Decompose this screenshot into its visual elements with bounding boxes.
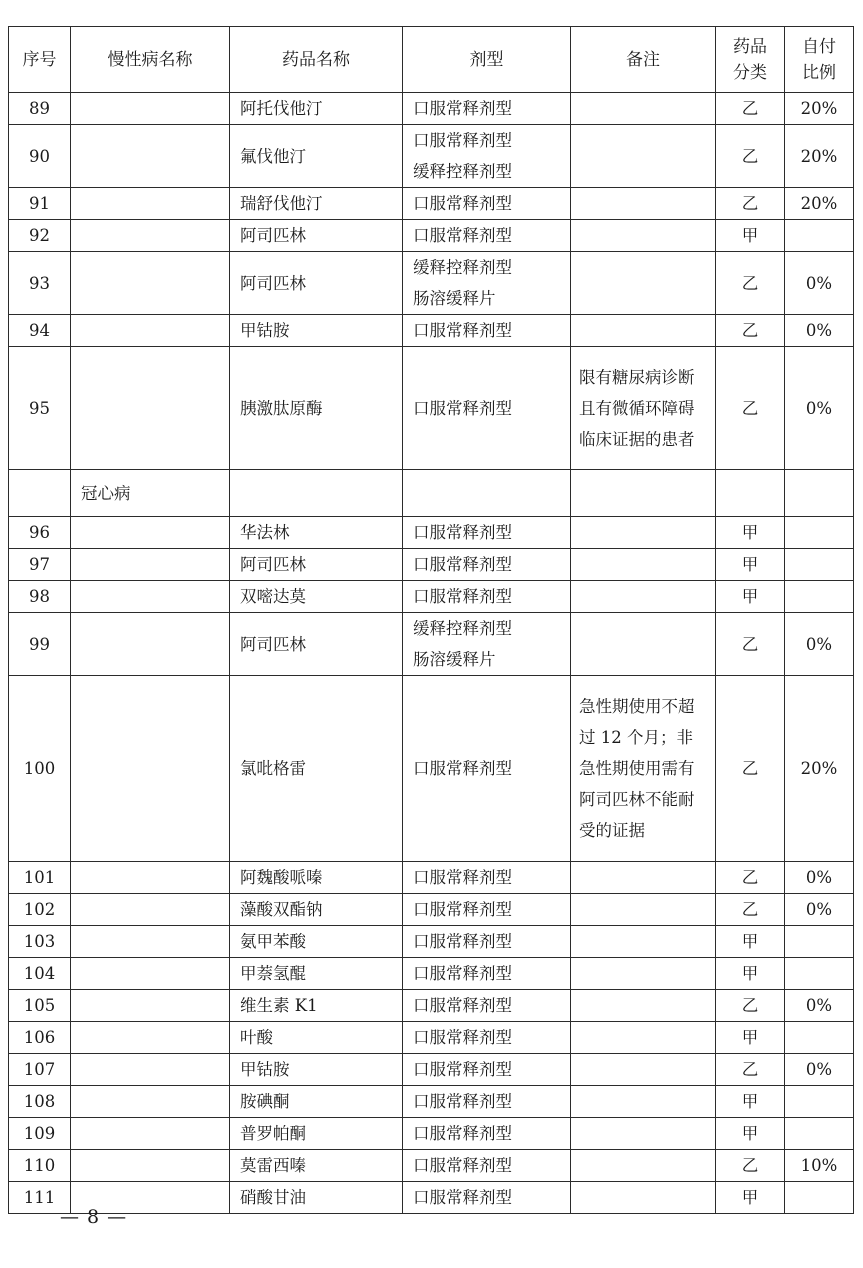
table-row bbox=[9, 958, 854, 990]
cell-category: 甲 bbox=[716, 1022, 785, 1054]
cell-note: 急性期使用不超过 12 个月；非急性期使用需有阿司匹林不能耐受的证据 bbox=[571, 676, 716, 862]
cell-seq: 92 bbox=[9, 220, 71, 252]
cell-disease bbox=[71, 894, 230, 926]
cell-note bbox=[571, 581, 716, 613]
cell-drug: 胰激肽原酶 bbox=[230, 347, 403, 470]
cell-disease bbox=[71, 1022, 230, 1054]
cell-ratio bbox=[785, 470, 854, 517]
cell-seq: 109 bbox=[9, 1118, 71, 1150]
cell-category: 乙 bbox=[716, 188, 785, 220]
cell-disease bbox=[71, 1054, 230, 1086]
cell-seq: 110 bbox=[9, 1150, 71, 1182]
cell-seq: 90 bbox=[9, 125, 71, 188]
cell-category: 乙 bbox=[716, 125, 785, 188]
cell-form: 口服常释剂型 bbox=[403, 1054, 571, 1086]
cell-note bbox=[571, 1118, 716, 1150]
cell-form: 口服常释剂型 bbox=[403, 676, 571, 862]
cell-ratio: 20% bbox=[785, 188, 854, 220]
cell-ratio bbox=[785, 958, 854, 990]
cell-form: 口服常释剂型 bbox=[403, 894, 571, 926]
cell-disease bbox=[71, 1086, 230, 1118]
cell-ratio bbox=[785, 1182, 854, 1214]
cell-category: 甲 bbox=[716, 958, 785, 990]
cell-note bbox=[571, 252, 716, 315]
table-row bbox=[9, 1150, 854, 1182]
cell-form: 口服常释剂型 bbox=[403, 1150, 571, 1182]
cell-ratio: 20% bbox=[785, 676, 854, 862]
table-row bbox=[9, 1182, 854, 1214]
cell-category: 甲 bbox=[716, 1118, 785, 1150]
cell-disease bbox=[71, 581, 230, 613]
cell-disease bbox=[71, 926, 230, 958]
cell-category: 甲 bbox=[716, 926, 785, 958]
cell-disease bbox=[71, 220, 230, 252]
cell-disease bbox=[71, 93, 230, 125]
cell-category: 乙 bbox=[716, 894, 785, 926]
cell-form: 口服常释剂型 bbox=[403, 958, 571, 990]
cell-disease bbox=[71, 188, 230, 220]
cell-form: 缓释控释剂型 肠溶缓释片 bbox=[403, 252, 571, 315]
cell-disease bbox=[71, 613, 230, 676]
cell-ratio: 0% bbox=[785, 862, 854, 894]
cell-disease bbox=[71, 252, 230, 315]
table-row bbox=[9, 1054, 854, 1086]
cell-note bbox=[571, 958, 716, 990]
table-row bbox=[9, 990, 854, 1022]
cell-form: 口服常释剂型 缓释控释剂型 bbox=[403, 125, 571, 188]
cell-drug: 阿托伐他汀 bbox=[230, 93, 403, 125]
cell-form: 口服常释剂型 bbox=[403, 1022, 571, 1054]
cell-disease bbox=[71, 1150, 230, 1182]
cell-seq: 103 bbox=[9, 926, 71, 958]
cell-seq: 100 bbox=[9, 676, 71, 862]
cell-ratio bbox=[785, 1118, 854, 1150]
cell-disease bbox=[71, 125, 230, 188]
cell-note bbox=[571, 1054, 716, 1086]
cell-ratio bbox=[785, 1022, 854, 1054]
cell-category: 乙 bbox=[716, 347, 785, 470]
header-disease: 慢性病名称 bbox=[71, 27, 230, 93]
cell-form: 口服常释剂型 bbox=[403, 581, 571, 613]
table-row bbox=[9, 894, 854, 926]
table-row bbox=[9, 315, 854, 347]
cell-drug: 普罗帕酮 bbox=[230, 1118, 403, 1150]
cell-ratio bbox=[785, 517, 854, 549]
cell-category: 乙 bbox=[716, 613, 785, 676]
table-row bbox=[9, 549, 854, 581]
cell-note bbox=[571, 613, 716, 676]
cell-form: 口服常释剂型 bbox=[403, 517, 571, 549]
cell-ratio bbox=[785, 549, 854, 581]
table-row bbox=[9, 252, 854, 315]
cell-drug: 甲钴胺 bbox=[230, 1054, 403, 1086]
table-row bbox=[9, 926, 854, 958]
cell-seq: 93 bbox=[9, 252, 71, 315]
cell-note bbox=[571, 990, 716, 1022]
cell-ratio bbox=[785, 1086, 854, 1118]
cell-drug: 氨甲苯酸 bbox=[230, 926, 403, 958]
cell-seq bbox=[9, 470, 71, 517]
cell-category: 甲 bbox=[716, 220, 785, 252]
cell-form bbox=[403, 470, 571, 517]
cell-form: 口服常释剂型 bbox=[403, 188, 571, 220]
cell-drug: 阿司匹林 bbox=[230, 220, 403, 252]
cell-category: 乙 bbox=[716, 676, 785, 862]
cell-drug: 阿司匹林 bbox=[230, 252, 403, 315]
cell-drug: 甲钴胺 bbox=[230, 315, 403, 347]
cell-ratio bbox=[785, 220, 854, 252]
cell-drug: 华法林 bbox=[230, 517, 403, 549]
cell-note bbox=[571, 1182, 716, 1214]
cell-ratio: 20% bbox=[785, 93, 854, 125]
cell-ratio: 0% bbox=[785, 613, 854, 676]
cell-drug: 胺碘酮 bbox=[230, 1086, 403, 1118]
table-row bbox=[9, 517, 854, 549]
cell-form: 口服常释剂型 bbox=[403, 347, 571, 470]
header-seq: 序号 bbox=[9, 27, 71, 93]
cell-form: 口服常释剂型 bbox=[403, 1086, 571, 1118]
header-form: 剂型 bbox=[403, 27, 571, 93]
table-row bbox=[9, 1118, 854, 1150]
cell-seq: 96 bbox=[9, 517, 71, 549]
cell-form: 口服常释剂型 bbox=[403, 1182, 571, 1214]
cell-seq: 94 bbox=[9, 315, 71, 347]
cell-note: 限有糖尿病诊断且有微循环障碍临床证据的患者 bbox=[571, 347, 716, 470]
cell-drug: 阿司匹林 bbox=[230, 549, 403, 581]
cell-drug: 氯吡格雷 bbox=[230, 676, 403, 862]
table-row bbox=[9, 581, 854, 613]
cell-drug bbox=[230, 470, 403, 517]
cell-disease bbox=[71, 347, 230, 470]
cell-note bbox=[571, 894, 716, 926]
cell-ratio: 0% bbox=[785, 990, 854, 1022]
cell-seq: 107 bbox=[9, 1054, 71, 1086]
cell-disease bbox=[71, 676, 230, 862]
cell-drug: 藻酸双酯钠 bbox=[230, 894, 403, 926]
cell-note bbox=[571, 188, 716, 220]
cell-note bbox=[571, 315, 716, 347]
table-row bbox=[9, 188, 854, 220]
cell-drug: 瑞舒伐他汀 bbox=[230, 188, 403, 220]
table-row bbox=[9, 470, 854, 517]
cell-drug: 阿司匹林 bbox=[230, 613, 403, 676]
cell-category: 甲 bbox=[716, 1086, 785, 1118]
cell-category: 甲 bbox=[716, 581, 785, 613]
cell-ratio: 0% bbox=[785, 1054, 854, 1086]
cell-seq: 95 bbox=[9, 347, 71, 470]
cell-category: 乙 bbox=[716, 1150, 785, 1182]
cell-drug: 双嘧达莫 bbox=[230, 581, 403, 613]
cell-seq: 111 bbox=[9, 1182, 71, 1214]
cell-seq: 98 bbox=[9, 581, 71, 613]
cell-disease bbox=[71, 1118, 230, 1150]
cell-seq: 101 bbox=[9, 862, 71, 894]
cell-note bbox=[571, 517, 716, 549]
cell-category bbox=[716, 470, 785, 517]
cell-disease bbox=[71, 315, 230, 347]
cell-seq: 89 bbox=[9, 93, 71, 125]
table-row bbox=[9, 1086, 854, 1118]
cell-category: 甲 bbox=[716, 549, 785, 581]
cell-category: 乙 bbox=[716, 252, 785, 315]
header-note: 备注 bbox=[571, 27, 716, 93]
table-row bbox=[9, 220, 854, 252]
cell-note bbox=[571, 862, 716, 894]
table-header-row bbox=[9, 27, 854, 93]
cell-ratio bbox=[785, 926, 854, 958]
cell-note bbox=[571, 1086, 716, 1118]
cell-category: 乙 bbox=[716, 862, 785, 894]
cell-note bbox=[571, 220, 716, 252]
cell-note bbox=[571, 1022, 716, 1054]
cell-disease: 冠心病 bbox=[71, 470, 230, 517]
cell-disease bbox=[71, 549, 230, 581]
header-category: 药品 分类 bbox=[716, 27, 785, 93]
cell-form: 缓释控释剂型 肠溶缓释片 bbox=[403, 613, 571, 676]
cell-ratio: 0% bbox=[785, 315, 854, 347]
table-row bbox=[9, 862, 854, 894]
cell-ratio: 20% bbox=[785, 125, 854, 188]
cell-drug: 氟伐他汀 bbox=[230, 125, 403, 188]
cell-disease bbox=[71, 990, 230, 1022]
page-number: — 8 — bbox=[60, 1206, 128, 1228]
header-ratio: 自付 比例 bbox=[785, 27, 854, 93]
cell-drug: 阿魏酸哌嗪 bbox=[230, 862, 403, 894]
table-body bbox=[9, 93, 854, 1214]
header-drug: 药品名称 bbox=[230, 27, 403, 93]
cell-form: 口服常释剂型 bbox=[403, 93, 571, 125]
cell-ratio: 10% bbox=[785, 1150, 854, 1182]
cell-note bbox=[571, 549, 716, 581]
cell-disease bbox=[71, 862, 230, 894]
table-row bbox=[9, 93, 854, 125]
cell-drug: 硝酸甘油 bbox=[230, 1182, 403, 1214]
cell-form: 口服常释剂型 bbox=[403, 220, 571, 252]
table-row bbox=[9, 125, 854, 188]
cell-drug: 甲萘氢醌 bbox=[230, 958, 403, 990]
cell-ratio: 0% bbox=[785, 347, 854, 470]
table-row bbox=[9, 1022, 854, 1054]
cell-seq: 105 bbox=[9, 990, 71, 1022]
cell-drug: 叶酸 bbox=[230, 1022, 403, 1054]
cell-form: 口服常释剂型 bbox=[403, 862, 571, 894]
cell-category: 乙 bbox=[716, 315, 785, 347]
cell-category: 甲 bbox=[716, 1182, 785, 1214]
cell-ratio bbox=[785, 581, 854, 613]
cell-form: 口服常释剂型 bbox=[403, 315, 571, 347]
cell-note bbox=[571, 93, 716, 125]
cell-category: 乙 bbox=[716, 990, 785, 1022]
cell-disease bbox=[71, 958, 230, 990]
cell-note bbox=[571, 125, 716, 188]
cell-seq: 102 bbox=[9, 894, 71, 926]
cell-seq: 104 bbox=[9, 958, 71, 990]
cell-disease bbox=[71, 517, 230, 549]
cell-note bbox=[571, 926, 716, 958]
cell-note bbox=[571, 470, 716, 517]
cell-category: 甲 bbox=[716, 517, 785, 549]
cell-form: 口服常释剂型 bbox=[403, 990, 571, 1022]
cell-seq: 99 bbox=[9, 613, 71, 676]
drug-table bbox=[8, 26, 854, 1214]
cell-category: 乙 bbox=[716, 1054, 785, 1086]
cell-form: 口服常释剂型 bbox=[403, 549, 571, 581]
cell-seq: 106 bbox=[9, 1022, 71, 1054]
table-row bbox=[9, 613, 854, 676]
cell-drug: 莫雷西嗪 bbox=[230, 1150, 403, 1182]
cell-form: 口服常释剂型 bbox=[403, 926, 571, 958]
cell-ratio: 0% bbox=[785, 894, 854, 926]
cell-drug: 维生素 K1 bbox=[230, 990, 403, 1022]
table-row bbox=[9, 347, 854, 470]
cell-ratio: 0% bbox=[785, 252, 854, 315]
cell-seq: 108 bbox=[9, 1086, 71, 1118]
cell-note bbox=[571, 1150, 716, 1182]
cell-seq: 91 bbox=[9, 188, 71, 220]
cell-category: 乙 bbox=[716, 93, 785, 125]
cell-form: 口服常释剂型 bbox=[403, 1118, 571, 1150]
cell-seq: 97 bbox=[9, 549, 71, 581]
table-row bbox=[9, 676, 854, 862]
